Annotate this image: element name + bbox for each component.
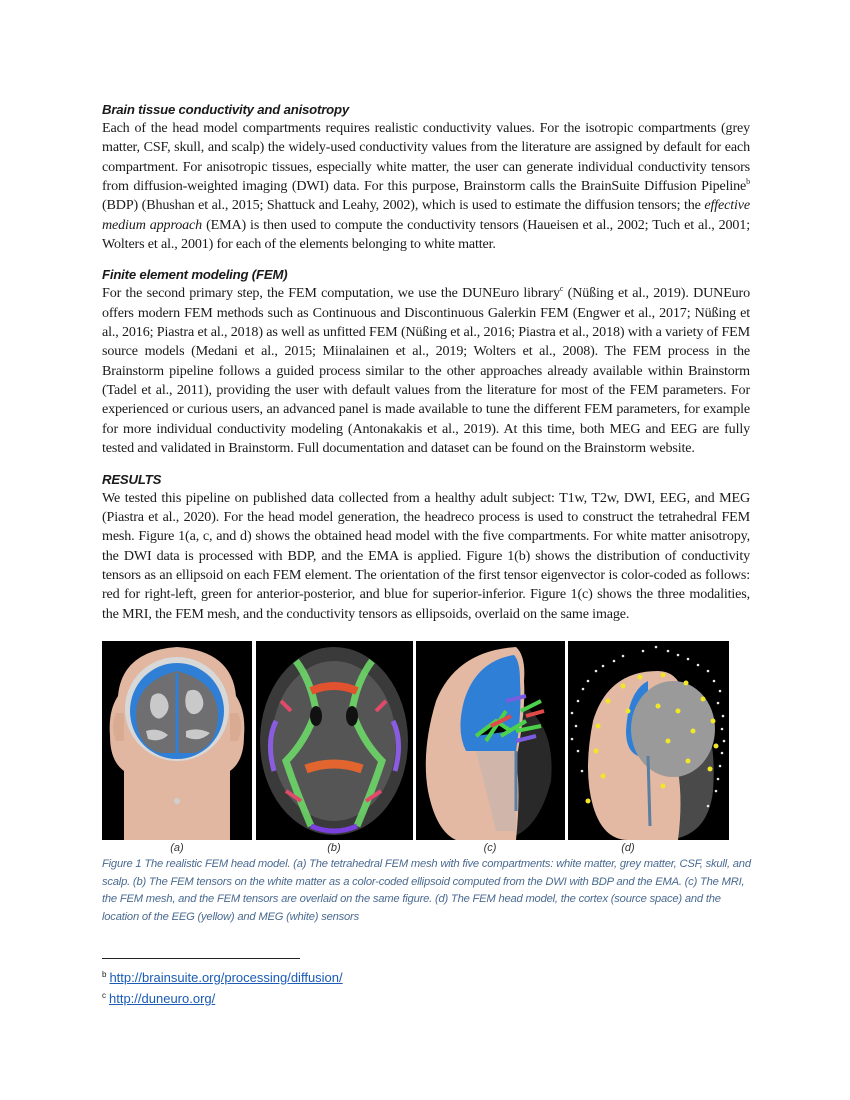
footnote-ref-c[interactable]: c [559, 284, 564, 294]
footnote-marker: c [102, 991, 106, 1000]
section-paragraph: Each of the head model compartments requires realistic conductivity values. For the isotropic compartments (grey matter, CSF, skull, and scalp) the widely-used conductivity values from the literature are assigned by default for each compartment. For anisotropic tissues, especially white matter, the user can generate individual conductivity tensors from diffusion-weighted imaging (DWI) data. For this purpose, Brainstorm calls the BrainSuite Diffusion Pipeline$^b$ (BDP) (Bhushan et al., 2015; Shattuck and Leahy, 2002), which is used to estimate the diffusion tensors; the effective medium approach (EMA) is then used to compute the conductivity tensors (Haueisen et al., 2002; Tuch et al., 2001; Wolters et al., 2001) for each of the elements belonging to white matter. [102, 120, 750, 253]
figure-panel-labels [102, 842, 729, 856]
footnote-b [102, 966, 343, 987]
section-fem [102, 266, 750, 458]
section-paragraph: We tested this pipeline on published data collected from a healthy adult subject: T1w, T2w, DWI, EEG, and MEG (Piastra et al., 2020). For the head model generation, the headreco process is used to construct the tetrahedral FEM mesh. Figure 1(a, c, and d) shows the obtained head model with the five compartments. For white matter anisotropy, the DWI data is processed with BDP, and the EMA is applied. Figure 1(b) shows the distribution of conductivity tensors as an ellipsoid on each FEM element. The orientation of the first tensor eigenvector is color-coded as follows: red for right-left, green for anterior-posterior, and blue for superior-inferior. Figure 1(c) shows the three modalities, the MRI, the FEM mesh, and the conductivity tensors as ellipsoids, overlaid on the same image. [102, 489, 750, 622]
figure-panel-c [416, 641, 565, 840]
footnote-divider [102, 958, 300, 959]
panel-label-d: (d) [621, 842, 635, 854]
footnote-c [102, 987, 343, 1008]
page-body [102, 101, 750, 636]
section-heading: RESULTS [102, 471, 162, 487]
section-heading: Brain tissue conductivity and anisotropy [102, 102, 350, 117]
footnote-link-brainsuite[interactable]: http://brainsuite.org/processing/diffusion/ [109, 970, 343, 985]
figure-panel-a [102, 641, 252, 840]
footnote-marker: b [102, 970, 107, 979]
footnote-ref-b[interactable]: b [746, 177, 750, 187]
panel-label-b: (b) [327, 842, 341, 854]
section-paragraph: For the second primary step, the FEM computation, we use the DUNEuro library$^c$ (Nüßing et al., 2019). DUNEuro offers modern FEM methods such as Continuous and Discontinuous Galerkin FEM (Engwer et al., 2017; Nüßing et al., 2016; Piastra et al., 2018) as well as unfitted FEM (Nüßing et al., 2016; Piastra et al., 2018) with a variety of FEM source models (Medani et al., 2015; Miinalainen et al., 2019; Wolters et al., 2008). The FEM process in the Brainstorm pipeline follows a guided process similar to the other approaches already available within Brainstorm (Tadel et al., 2011), providing the user with default values from the literature for most of the FEM parameters. For experienced or curious users, an advanced panel is made available to tune the different FEM parameters, for example for more individual conductivity modeling (Antonakakis et al., 2019). At this time, both MEG and EEG are fully tested and validated in Brainstorm. Full documentation and dataset can be found on the Brainstorm website. [102, 284, 750, 457]
footnote-link-duneuro[interactable]: http://duneuro.org/ [109, 991, 216, 1006]
figure-caption: Figure 1 The realistic FEM head model. (a) The tetrahedral FEM mesh with five compartments: white matter, grey matter, CSF, skull, and scalp. (b) The FEM tensors on the white matter as a color-coded ellipsoid computed from the DWI with BDP and the EMA. (c) The MRI, the FEM mesh, and the FEM tensors are overlaid on the same figure. (d) The FEM head model, the cortex (source space) and the location of the EEG (yellow) and MEG (white) sensors [102, 858, 751, 923]
panel-label-a: (a) [170, 842, 184, 854]
footnotes [102, 966, 343, 1008]
figure-panel-d [568, 641, 729, 840]
section-conductivity [102, 101, 750, 254]
figure-1 [102, 641, 729, 840]
section-heading: Finite element modeling (FEM) [102, 267, 288, 283]
figure-panel-b [256, 641, 413, 840]
section-results [102, 471, 750, 624]
panel-label-c: (c) [483, 842, 497, 854]
